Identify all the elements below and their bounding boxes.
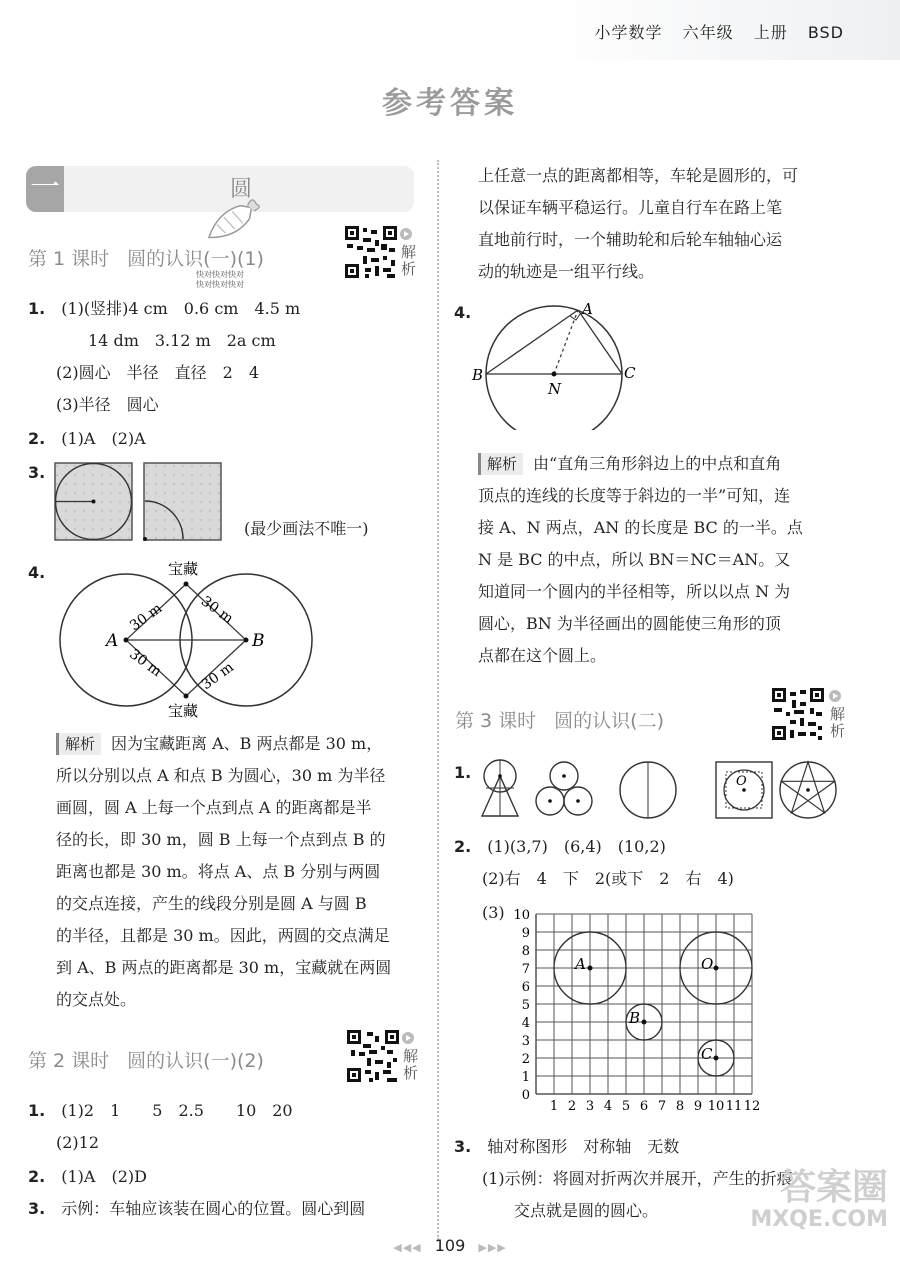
- x-tick-label: 5: [621, 1099, 631, 1114]
- treasure-top: 宝藏: [168, 560, 199, 578]
- pattern-5: [780, 762, 836, 818]
- point-label-b: B: [629, 1009, 641, 1027]
- point-c-label: C: [624, 364, 636, 382]
- analysis-tag: 解析: [56, 733, 101, 755]
- l3-q2: 2. (1)(3,7) (6,4) (10,2): [454, 837, 666, 856]
- watermark: 答案圈 MXQE.COM: [750, 1167, 888, 1232]
- l3-q3-line3: 交点就是圆的圆心。: [514, 1201, 659, 1220]
- qr-analysis-label: 解析: [830, 705, 846, 740]
- unit-number: 一: [26, 166, 64, 212]
- center-point-c: [714, 1056, 719, 1061]
- page-footer: [0, 1236, 900, 1255]
- y-tick-label: 9: [521, 926, 530, 941]
- l1-q1-line4: (3)半径 圆心: [56, 395, 159, 414]
- prev-arrows-icon: ◀◀◀: [393, 1241, 422, 1254]
- l1-q3-note: (最少画法不唯一): [244, 519, 369, 538]
- y-tick-label: 1: [521, 1070, 530, 1085]
- qr-code-icon[interactable]: [770, 686, 826, 742]
- lesson-name: 圆的认识(一)(2): [127, 1050, 264, 1072]
- unit-name: 圆: [230, 177, 253, 202]
- qr-analysis-label: 解析: [401, 243, 417, 278]
- point-n-label: N: [548, 380, 562, 398]
- l1-q2: 2. (1)A (2)A: [28, 429, 146, 448]
- l2-q2: 2. (1)A (2)D: [28, 1167, 147, 1186]
- l2-q3: 3. 示例：车轴应该装在圆心的位置。圆心到圆: [28, 1199, 366, 1218]
- treasure-bottom: 宝藏: [168, 702, 199, 720]
- l3-q2-line2: (2)右 4 下 2(或下 2 右 4): [482, 869, 734, 888]
- qr-analysis-label: 解析: [403, 1047, 419, 1082]
- lesson-name: 圆的认识(一)(1): [127, 248, 264, 270]
- edition: BSD: [807, 23, 844, 42]
- l3-q3-line2: (1)示例：将圆对折两次并展开，产生的折痕: [482, 1169, 793, 1188]
- pattern-1: [482, 760, 518, 816]
- lesson-label: 第 2 课时: [28, 1050, 110, 1072]
- point-label-o: O: [701, 955, 714, 973]
- y-tick-label: 4: [521, 1016, 530, 1031]
- qr-code-icon[interactable]: [343, 224, 399, 280]
- x-tick-label: 4: [603, 1099, 613, 1114]
- y-tick-label: 10: [513, 908, 530, 923]
- l1-q1-line3: (2)圆心 半径 直径 2 4: [56, 363, 260, 382]
- y-tick-label: 5: [521, 998, 530, 1013]
- x-tick-label: 7: [657, 1099, 667, 1114]
- l1-analysis: 解析 因为宝藏距离 A、B 两点都是 30 m， 所以分别以点 A 和点 B 为圆心，30 m 为半径 画圆，圆 A 上每一个点到点 A 的距离都是半 径的长，即 30 m，圆 B 上每一个点到点 B 的 距离也都是 30 m。将点 A、点 B 分别与两圆 的交点连接，产生的线段分别是圆 A 与圆 B 的半径，且都是 30 m。因此，两圆的交点满足 到 A、B 两点的距离都是 30 m，宝藏就在两圆 的交点处。: [56, 734, 392, 1009]
- dist-label-2: 30 m: [197, 593, 237, 628]
- x-tick-label: 10: [707, 1099, 725, 1114]
- lesson-1-title: [28, 244, 264, 271]
- l2-q4-circle-triangle-diagram: [470, 298, 640, 430]
- dist-label-3: 30 m: [126, 646, 165, 680]
- x-tick-label: 9: [693, 1099, 703, 1114]
- l1-q1: 1. (1)(竖排)4 cm 0.6 cm 4.5 m: [28, 299, 301, 318]
- point-label-c: C: [701, 1045, 713, 1063]
- volume: 上册: [753, 23, 788, 42]
- x-tick-label: 6: [639, 1099, 649, 1114]
- point-b-label: B: [252, 631, 265, 651]
- y-tick-label: 6: [521, 980, 530, 995]
- l3-q1-number: 1.: [454, 763, 472, 782]
- l1-q4-number: 4.: [28, 563, 46, 582]
- book-header: [581, 20, 845, 43]
- subject: 小学数学: [594, 23, 663, 42]
- column-divider: [437, 160, 439, 1240]
- sticker-text: 快对快对快对 快对快对快对: [196, 270, 244, 289]
- qr-code-icon[interactable]: [345, 1028, 401, 1084]
- pattern-4: [716, 762, 772, 818]
- x-tick-label: 3: [585, 1099, 595, 1114]
- l3-q3: 3. 轴对称图形 对称轴 无数: [454, 1137, 680, 1156]
- pattern-3: [620, 762, 676, 818]
- l2-q4-number: 4.: [454, 303, 472, 322]
- center-o-label: O: [736, 774, 747, 789]
- l2-q1-line2: (2)12: [56, 1133, 100, 1152]
- lesson-name: 圆的认识(二): [554, 710, 664, 732]
- center-point-a: [588, 966, 593, 971]
- dist-label-1: 30 m: [127, 600, 166, 635]
- center-point-b: [642, 1020, 647, 1025]
- y-tick-label: 0: [521, 1088, 530, 1103]
- l1-q3-figures: [54, 462, 234, 546]
- carrot-mascot-icon: [196, 192, 266, 252]
- l1-q4-circles-diagram: [56, 554, 436, 724]
- pattern-2: [536, 762, 592, 815]
- lesson-label: 第 1 课时: [28, 248, 110, 270]
- point-a-label: A: [582, 300, 593, 318]
- point-label-a: A: [575, 955, 586, 973]
- x-tick-label: 12: [743, 1099, 761, 1114]
- l3-q2-line3: (3): [482, 903, 505, 922]
- page-number: 109: [434, 1236, 466, 1255]
- l1-q3-number: 3.: [28, 463, 46, 482]
- x-tick-label: 2: [567, 1099, 577, 1114]
- y-tick-label: 2: [521, 1052, 530, 1067]
- l1-q1-line2: 14 dm 3.12 m 2a cm: [88, 331, 276, 350]
- y-tick-label: 8: [521, 944, 530, 959]
- y-tick-label: 7: [521, 962, 530, 977]
- l2-q1: 1. (1)2 1 5 2.5 10 20: [28, 1101, 293, 1120]
- point-b-label: B: [472, 366, 484, 384]
- l3-q1-circle-patterns: [478, 758, 838, 828]
- grade: 六年级: [682, 23, 734, 42]
- y-tick-label: 3: [521, 1034, 530, 1049]
- dist-label-4: 30 m: [198, 659, 237, 694]
- x-tick-label: 8: [675, 1099, 685, 1114]
- x-tick-label: 11: [725, 1099, 743, 1114]
- lesson-label: 第 3 课时: [455, 710, 537, 732]
- page-title: 参考答案: [382, 86, 518, 121]
- x-tick-label: 1: [549, 1099, 559, 1114]
- lesson-3-title: [455, 706, 664, 733]
- coordinate-grid: [502, 898, 774, 1124]
- analysis-tag: 解析: [478, 453, 523, 475]
- center-point-o: [714, 966, 719, 971]
- l2-q3-continued: 上任意一点的距离都相等，车轮是圆形的，可 以保证车辆平稳运行。儿童自行车在路上笔 直地前行时，一个辅助轮和后轮车轴轴心运 动的轨迹是一组平行线。: [478, 166, 799, 281]
- lesson-2-title: [28, 1046, 264, 1073]
- point-a-label: A: [106, 631, 119, 651]
- l2-analysis: 解析 由“直角三角形斜边上的中点和直角 顶点的连线的长度等于斜边的一半”可知，连 接 A、N 两点，AN 的长度是 BC 的一半。点 N 是 BC 的中点，所以 BN＝NC＝AN。又 知道同一个圆内的半径相等，所以以点 N 为 圆心，BN 为半径画出的圆能使三角形的顶 点都在这个圆上。: [478, 454, 803, 665]
- next-arrows-icon: ▶▶▶: [478, 1241, 507, 1254]
